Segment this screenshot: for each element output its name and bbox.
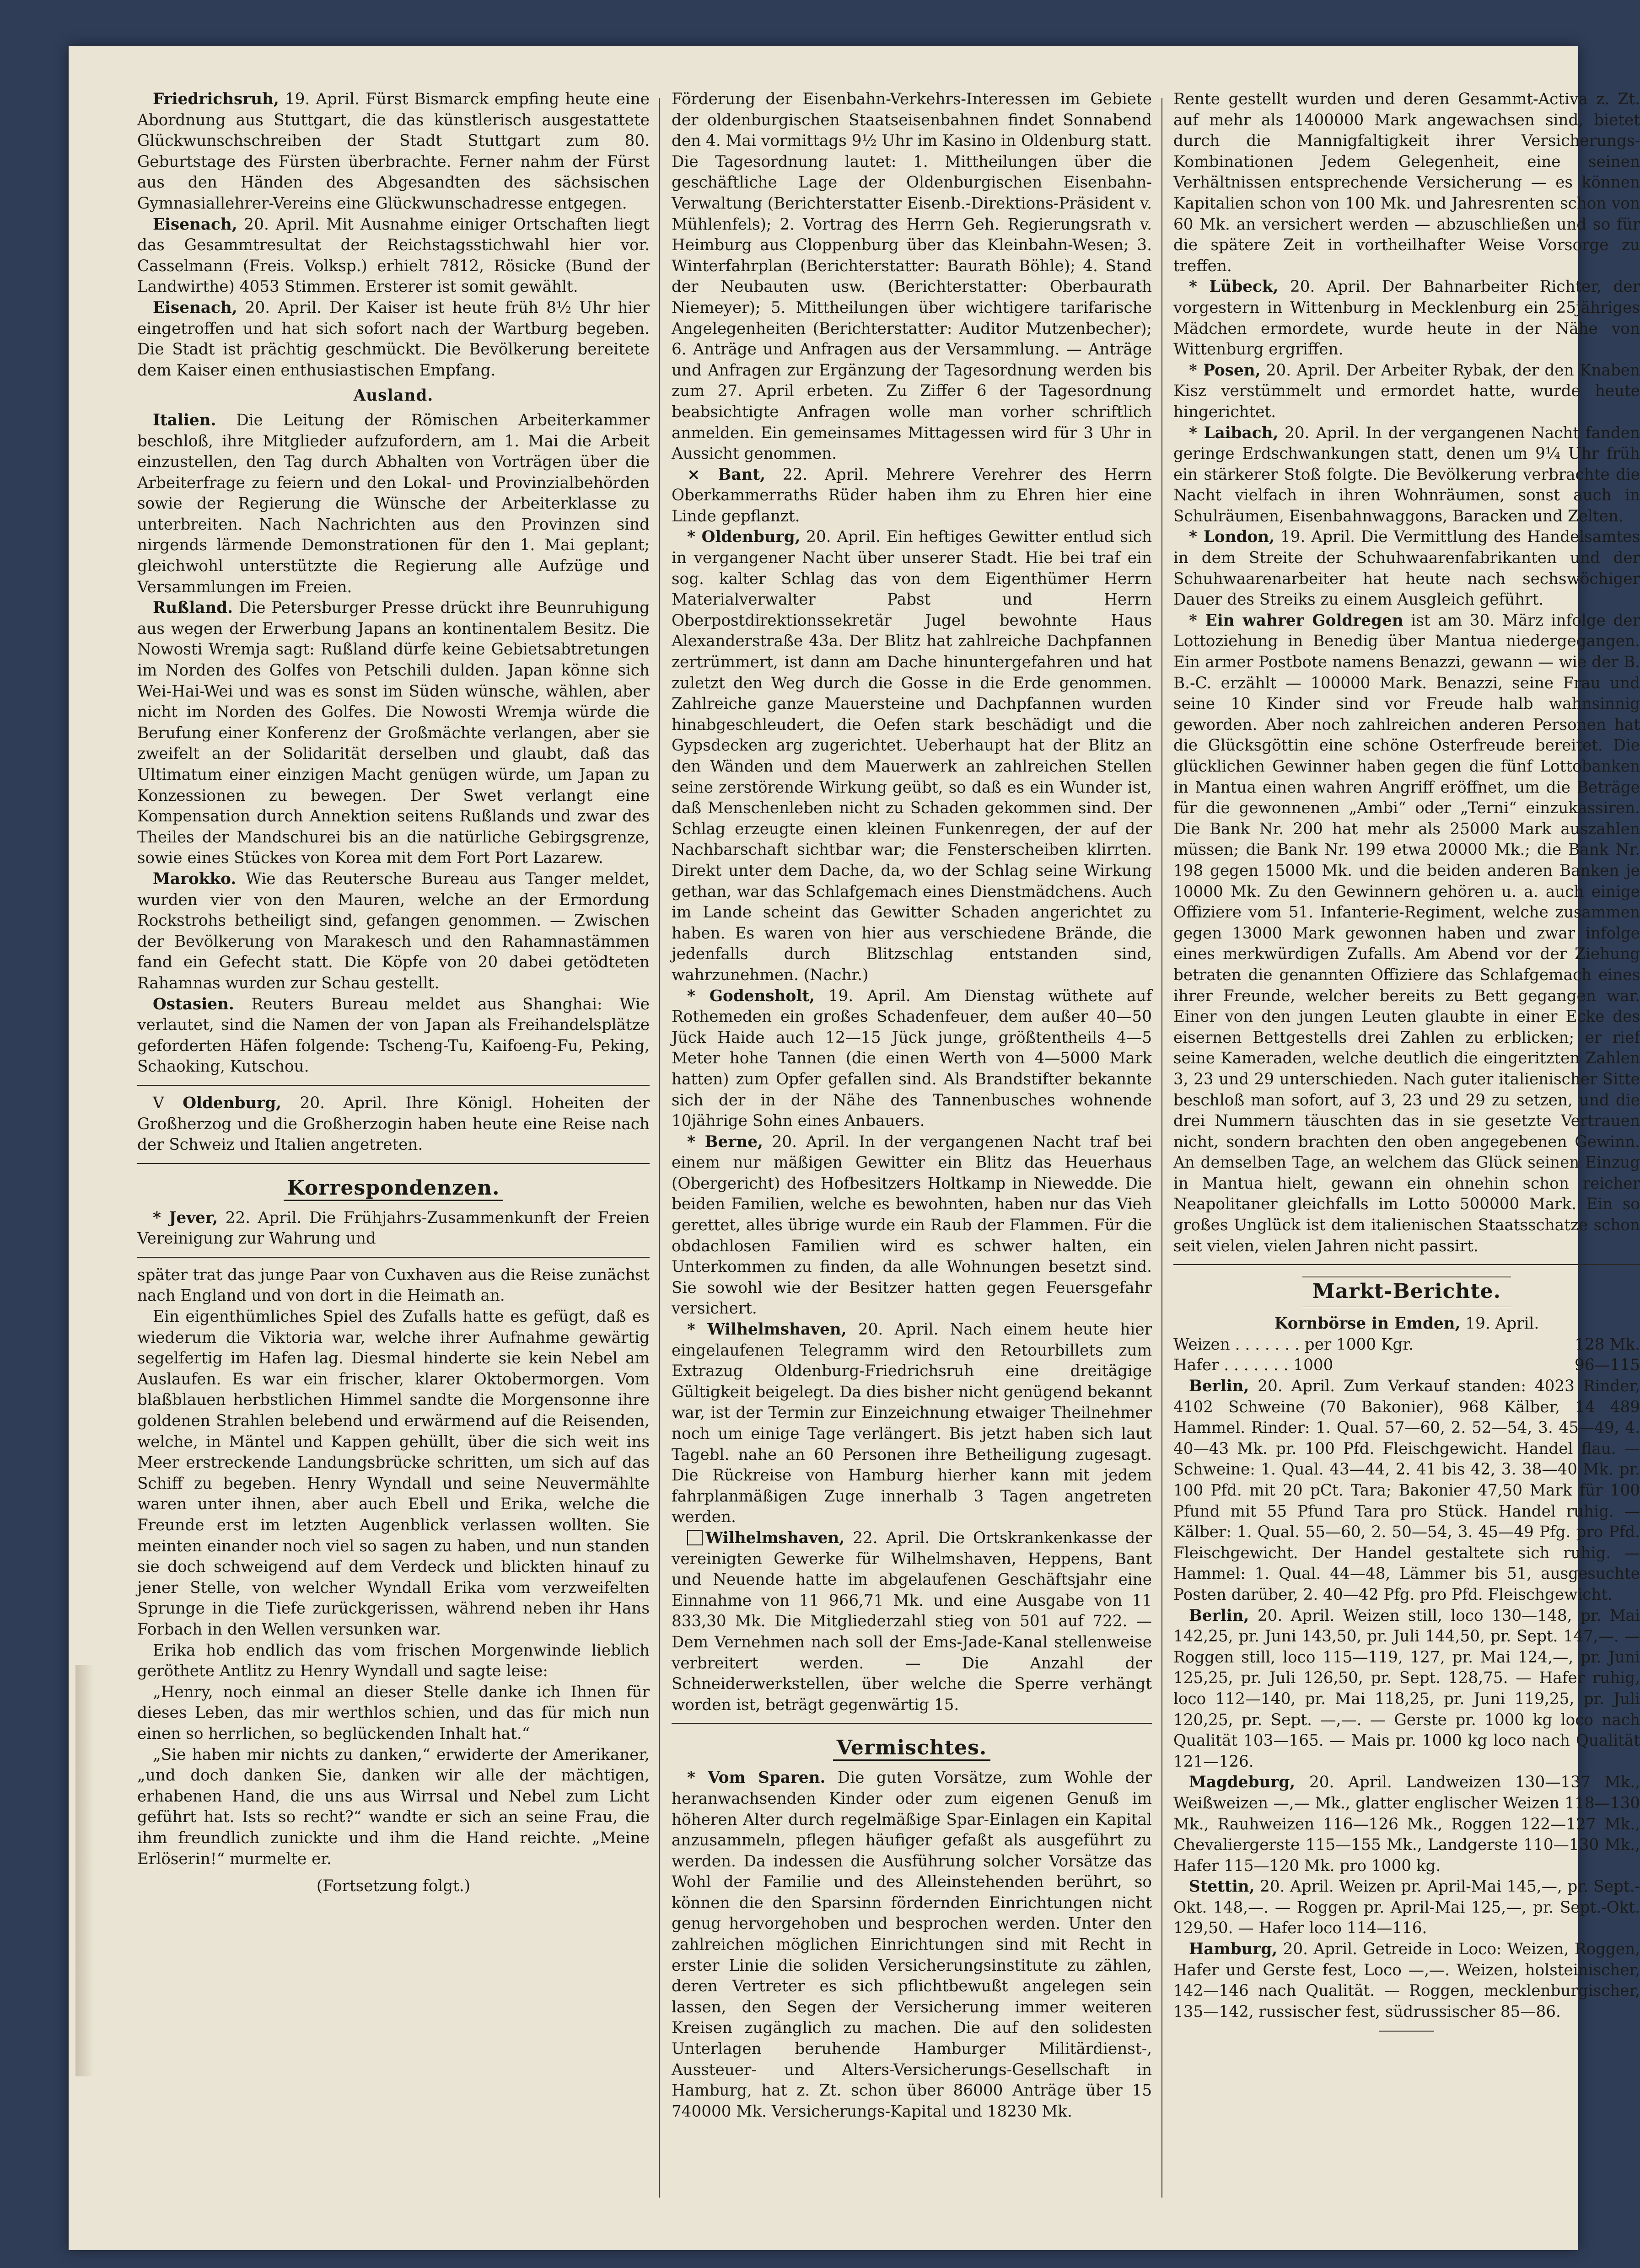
news-item xyxy=(137,994,650,1078)
news-text: 19. April. Die Vermittlung des Handelsamtes in dem Streite der Schuhwaarenfabrikanten und der Schuhwaarenarbeiter hat heute nach sechswöchiger Dauer des Streiks zu einem Ausgleich geführt. xyxy=(1173,528,1640,609)
news-text: 19. April. Fürst Bismarck empfing heute eine Abordnung aus Stuttgart, die das künstlerisch ausgestattete Glückwunschschreiben der Stadt Stuttgart zum 80. Geburtstage des Fürsten überbrachte. Ferner nahm der Fürst aus den Händen des Abgesandten des sächsischen Gymnasiallehrer-Vereins eine Glückwunschadresse entgegen. xyxy=(137,90,650,213)
dateline: * Posen, xyxy=(1189,361,1261,380)
section-heading-korrespondenzen xyxy=(137,1175,650,1201)
price-value: 96—115 xyxy=(1575,1356,1640,1375)
news-item xyxy=(672,1132,1152,1319)
news-item xyxy=(137,298,650,381)
market-text: 20. April. Landweizen 130—137 Mk., Weißweizen —,— Mk., glatter englischer Weizen 118—130 Mk., Rauhweizen 116—126 Mk., Roggen 122—127 Mk., Chevaliergerste 115—155 Mk., Landgerste 110—130 Mk., Hafer 115—120 Mk. pro 1000 kg. xyxy=(1173,1773,1640,1875)
news-item xyxy=(672,1768,1152,2122)
news-text: Förderung der Eisenbahn-Verkehrs-Interessen im Gebiete der oldenburgischen Staatseisenbahnen findet Sonnabend den 4. Mai vormittags 9½ Uhr im Kasino in Oldenburg statt. Die Tagesordnung lautet: 1. Mittheilungen über die geschäftliche Lage der Oldenburgischen Eisenbahn-Verwaltung (Berichterstatter Eisenb.-Direktions-Präsident v. Mühlenfels); 2. Vortrag des Herrn Geh. Regierungsrath v. Heimburg aus Cloppenburg über das Kleinbahn-Wesen; 3. Winterfahrplan (Berichterstatter: Baurath Böhle); 4. Stand der Neubauten usw. (Berichterstatter: Oberbaurath Niemeyer); 5. Mittheilungen über wichtigere tarifarische Angelegenheiten (Berichterstatter: Auditor Mutzenbecher); 6. Anträge und Anfragen aus der Versammlung. — Anträge und Anfragen zur Ergänzung der Tagesordnung werden bis zum 27. April erbeten. Zu Ziffer 6 der Tagesordnung beabsichtigte Anfragen wolle man vorher schriftlich anmelden. Ein gemeinsames Mittagessen wird für 3 Uhr in Aussicht genommen. xyxy=(672,90,1152,463)
novel-paragraph: Erika hob endlich das vom frischen Morgenwinde lieblich geröthete Antlitz zu Henry Wyndall und sagte leise: xyxy=(137,1641,650,1681)
section-heading-ausland: Ausland. xyxy=(353,386,434,405)
news-text: 20. April. Ihre Königl. Hoheiten der Großherzog und die Großherzogin haben heute eine Reise nach der Schweiz und Italien angetreten. xyxy=(137,1094,650,1154)
news-item xyxy=(137,598,650,869)
dateline: * Lübeck, xyxy=(1189,278,1279,296)
dateline: Hamburg, xyxy=(1189,1940,1278,1959)
heading-text: Vermischtes. xyxy=(833,1736,991,1761)
dateline: × Bant, xyxy=(687,465,766,484)
dateline: Eisenach, xyxy=(153,298,237,317)
news-text: ist am 30. März infolge der Lottoziehung in Benedig über Mantua niedergegangen. Ein armer Postbote namens Benazzi, gewann — wie der B. B.-C. erzählt — 100000 Mark. Benazzi, seine Frau und seine 10 Kinder sind vor Freude halb wahnsinnig geworden. Aber noch zahlreichen anderen Personen hat die Glücksgöttin eine schöne Osterfreude bereitet. Die glücklichen Gewinner haben gegen die fünf Lottobanken in Mantua einen wahren Angriff eröffnet, um die Beträge für die gewonnenen „Ambi“ oder „Terni“ einzukassiren. Die Bank Nr. 200 hat mehr als 25000 Mark auszahlen müssen; die Bank Nr. 199 etwa 20000 Mk.; die Bank Nr. 198 gegen 15000 Mk. und die beiden anderen Banken je 10000 Mk. Zu den Gewinnern gehören u. a. auch einige Offiziere vom 51. Infanterie-Regiment, welche zusammen gegen 13000 Mark gewonnen haben und zwar infolge eines merkwürdigen Zufalls. Am Abend vor der Ziehung betraten die genannten Offiziere das Schlafgemach eines ihrer Freunde, welcher bereits zu Bett gegangen war. Einer von den jungen Leuten glaubte in einer Ecke des eisernen Bettgestells drei Zahlen zu erblicken; er rief seine Kameraden, welche deutlich die eingeritzten Zahlen 3, 23 und 29 unterschieden. Nach guter italienischer Sitte beschloß man sofort, auf 3, 23 und 29 zu setzen, und die drei Nummern täuschten das in sie gesetzte Vertrauen nicht, sondern brachten den oben angegebenen Gewinn. An demselben Tage, an welchem das Glück seinen Einzug in Mantua hielt, gewann ein ohnehin schon reicher Neapolitaner gleichfalls im Lotto 500000 Mark. Ein so großes Unglück ist dem italienischen Staatsschatze schon seit vielen, vielen Jahren nicht passirt. xyxy=(1173,611,1640,1255)
news-text: Die Leitung der Römischen Arbeiterkammer beschloß, ihre Mitglieder aufzufordern, am 1. Mai die Arbeit einzustellen, den Tag durch Abhalten von Vorträgen über die Arbeiterfrage zu feiern und den Lokal- und Provinzialbehörden sowie der Regierung die Wünsche der Arbeiterklasse zu unterbreiten. Nach Nachrichten aus den Provinzen sind nirgends lärmende Demonstrationen für den 1. Mai geplant; gleichwohl unterstützte die Regierung alle Aufzüge und Versammlungen im Freien. xyxy=(137,411,650,596)
column-rule xyxy=(659,98,660,2198)
news-item xyxy=(137,410,650,598)
dateline: Stettin, xyxy=(1189,1877,1255,1896)
market-subheading xyxy=(1173,1314,1640,1335)
novel-paragraph: Ein eigenthümliches Spiel des Zufalls hatte es gefügt, daß es wiederum die Viktoria war, welche ihrer Aufnahme gewärtig segelfertig im Hafen lag. Diesmal hinderte sie kein Nebel am Auslaufen. Es war ein frischer, klarer Oktobermorgen. Vom blaßblauen herbstlichen Himmel sandte die Morgensonne ihre goldenen Strahlen belebend und erwärmend auf die Reisenden, welche, in Mäntel und Kappen gehüllt, über die sich weit ins Meer erstreckende Landungsbrücke schritten, um sich auf das Schiff zu begeben. Henry Wyndall und seine Neuvermählte waren unter ihnen, aber auch Ebell und Erika, welche die Freunde erst im letzten Augenblick verlassen wollten. Sie meinten einander noch viel so sagen zu haben, und nun standen sie doch schweigend auf dem Verdeck und blickten hinauf zu jener Stelle, von welcher Wyndall Erika vom verzweifelten Sprunge in die Tiefe zurückgerissen, während neben ihr Hans Forbach in den Wellen versunken war. xyxy=(137,1308,650,1639)
dateline: * Berne, xyxy=(687,1132,763,1151)
end-rule xyxy=(1379,2031,1434,2032)
section-heading-vermischtes xyxy=(672,1735,1152,1761)
news-item xyxy=(1173,611,1640,1257)
price-row xyxy=(1173,1335,1640,1356)
divider xyxy=(137,1085,650,1086)
news-item xyxy=(137,1208,650,1249)
news-item xyxy=(672,527,1152,986)
dateline: Oldenburg, xyxy=(183,1094,282,1112)
news-text: 20. April. Der Bahnarbeiter Richter, der vorgestern in Wittenburg in Mecklenburg ein 25jähriges Mädchen ermordete, wurde heute in der Nähe von Wittenburg ergriffen. xyxy=(1173,278,1640,359)
divider xyxy=(1173,1264,1640,1265)
news-item xyxy=(672,465,1152,527)
dateline: Marokko. xyxy=(153,869,237,888)
dateline: * Godensholt, xyxy=(687,987,815,1005)
feuilleton-divider xyxy=(137,1257,650,1258)
dateline: * Vom Sparen. xyxy=(687,1769,826,1787)
dateline: Italien. xyxy=(153,411,216,429)
column-rule xyxy=(1161,98,1162,2198)
news-text: Die Petersburger Presse drückt ihre Beunruhigung aus wegen der Erwerbung Japans an kontinentalem Besitz. Die Nowosti Wremja sagt: Rußland dürfe keine Gebietsabtretungen im Norden des Golfes von Petschili dulden. Japan könne sich Wei-Hai-Wei und was es sonst im Süden wünsche, wählen, aber nicht im Norden des Golfes. Die Nowosti Wremja würde die Berufung einer Konferenz der Großmächte verlangen, aber sie zweifelt an der Solidarität derselben und glaubt, daß das Ultimatum einer einzigen Macht genügen würde, um Japan zu Konzessionen zu bewegen. Der Swet verlangt eine Kompensation durch Annektion seitens Rußlands und zwar des Theiles der Mandschurei bis an die natürliche Gebirgsgrenze, sowie eines Stückes von Korea mit dem Fort Port Lazarew. xyxy=(137,599,650,868)
news-text: 22. April. Mehrere Verehrer des Herrn Oberkammerraths Rüder haben ihm zu Ehren hier eine Linde gepflanzt. xyxy=(672,465,1152,525)
news-text: 20. April. Mit Ausnahme einiger Ortschaften liegt das Gesammtresultat der Reichstagsstichwahl hier vor. Casselmann (Freis. Volksp.) erhielt 7812, Rösicke (Bund der Landwirthe) 4053 Stimmen. Ersterer ist somit gewählt. xyxy=(137,215,650,296)
news-item xyxy=(672,986,1152,1132)
dateline: Wilhelmshaven, xyxy=(705,1528,845,1547)
news-text: 20. April. Der Kaiser ist heute früh 8½ Uhr hier eingetroffen und hat sich sofort nach der Wartburg begeben. Die Stadt ist prächtig geschmückt. Die Bevölkerung bereitete dem Kaiser einen enthusiastischen Empfang. xyxy=(137,298,650,380)
divider xyxy=(137,1163,650,1164)
square-mark-icon xyxy=(687,1530,703,1545)
dateline: Berlin, xyxy=(1189,1377,1249,1396)
heading-text: Markt-Berichte. xyxy=(1302,1276,1511,1307)
dateline: * Wilhelmshaven, xyxy=(687,1320,847,1339)
market-report xyxy=(1173,1606,1640,1773)
news-text: 20. April. In der vergangenen Nacht traf bei einem nur mäßigen Gewitter ein Blitz das Heuerhaus (Obergericht) des Hofbesitzers Holtkamp in Niewedde. Die beiden Familien, welche es bewohnten, haben nur das Vieh gerettet, alles übrige wurde ein Raub der Flammen. Für die obdachlosen Familien wird es schwer halten, ein Unterkommen zu finden, da alle Wohnungen besetzt sind. Sie sowohl wie der Besitzer hatten gegen Feuersgefahr versichert. xyxy=(672,1132,1152,1318)
dateline: Eisenach, xyxy=(153,215,237,234)
novel-paragraph: „Sie haben mir nichts zu danken,“ erwiderte der Amerikaner, „und doch danken Sie, danken wir alle der mächtigen, erhabenen Hand, die uns aus Wirrsal und Nebel zum Licht geführt hat. Ists so recht?“ wandte er sich an seine Frau, die ihm freundlich zunickte und ihm die Hand reichte. „Meine Erlöserin!“ murmelte er. xyxy=(137,1745,650,1868)
dateline: * Ein wahrer Goldregen xyxy=(1189,611,1403,630)
news-text: Wie das Reutersche Bureau aus Tanger meldet, wurden vier von den Mauren, welche an der Ermordung Rockstrohs betheiligt sind, gefangen genommen. — Zwischen der Bevölkerung von Marakesch und den Rahamnastämmen fand ein Gefecht statt. Die Köpfe von 20 dabei getödteten Rahamnas wurden zur Schau gestellt. xyxy=(137,869,650,992)
dateline: * Laibach, xyxy=(1189,424,1279,442)
news-item xyxy=(1173,360,1640,423)
news-text: 19. April. Am Dienstag wüthete auf Rothemeden ein großes Schadenfeuer, dem außer 40—50 Jück Haide auch 12—15 Jück junge, größtentheils 4—5 Meter hohe Tannen (die einen Werth von 4—5000 Mark hatten) zum Opfer gefallen sind. Als Brandstifter bekannte sich der in der Nähe des Tannenbusches wohnende 10jährige Sohn eines Anbauers. xyxy=(672,987,1152,1131)
news-text: Die guten Vorsätze, zum Wohle der heranwachsenden Kinder oder zum eigenen Genuß im höheren Alter durch regelmäßige Spar-Einlagen ein Kapital anzusammeln, pflegen häufiger gefaßt als ausgeführt zu werden. Da indessen die Ausführung solcher Vorsätze das Wohl der Familie und des Alleinstehenden berührt, so können die den Sparsinn fördernden Einrichtungen nicht genug hervorgehoben und besprochen werden. Unter den zahlreichen möglichen Einrichtungen sind mit Recht in erster Linie die soliden Versicherungsinstitute zu zählen, deren Vertreter es sich pflichtbewußt angelegen sein lassen, den Segen der Versicherung immer weiteren Kreisen zugänglich zu machen. Die auf den solidesten Unterlagen beruhende Hamburger Militärdienst-, Aussteuer- und Alters-Versicherungs-Gesellschaft in Hamburg, hat z. Zt. schon über 86000 Anträge über 15 740000 Mk. Versicherungs-Kapital und 18230 Mk. xyxy=(672,1769,1152,2121)
heading-text: Korrespondenzen. xyxy=(284,1176,504,1201)
news-text: Rente gestellt wurden und deren Gesammt-Activa z. Zt. auf mehr als 1400000 Mark angewachsen sind, bietet durch die Mannigfaltigkeit ihrer Versicherungs-Kombinationen Jedem Gelegenheit, eine seinen Verhältnissen entsprechende Versicherung — es können Kapitalien schon von 100 Mk. und Jahresrenten schon von 60 Mk. an versichert werden — abzuschließen und so für die spätere Zeit in vortheilhafter Weise Vorsorge zu treffen. xyxy=(1173,90,1640,275)
column-2 xyxy=(672,89,1152,2202)
dateline: * Oldenburg, xyxy=(687,528,801,547)
market-date: 19. April. xyxy=(1465,1314,1539,1333)
dateline: * Jever, xyxy=(153,1208,218,1227)
dateline: Friedrichsruh, xyxy=(153,90,279,108)
news-text: 22. April. Die Ortskrankenkasse der vereinigten Gewerke für Wilhelmshaven, Heppens, Bant und Neuende hatte im abgelaufenen Geschäftsjahr eine Einnahme von 11 966,71 Mk. und eine Ausgabe von 11 833,30 Mk. Die Mitgliederzahl stieg von 501 auf 722. — Dem Vernehmen nach soll der Ems-Jade-Kanal stellenweise verbreitert werden. — Die Anzahl der Schneiderwerkstellen, über welche die Sperre verhängt worden ist, beträgt gegenwärtig 15. xyxy=(672,1528,1152,1714)
news-text: Reuters Bureau meldet aus Shanghai: Wie verlautet, sind die Namen der von Japan als Freihandelsplätze geforderten Häfen folgende: Tscheng-Tu, Kaifoeng-Fu, Peking, Schaoking, Kutschou. xyxy=(137,995,650,1076)
column-1 xyxy=(137,89,650,2202)
dateline: Rußland. xyxy=(153,599,233,617)
market-text: 20. April. Zum Verkauf standen: 4023 Rinder, 4102 Schweine (70 Bakonier), 968 Kälber, 14 489 Hammel. Rinder: 1. Qual. 57—60, 2. 52—54, 3. 45—49, 4. 40—43 Mk. pr. 100 Pfd. Fleischgewicht. Handel flau. — Schweine: 1. Qual. 43—44, 2. 41 bis 42, 3. 38—40 Mk. pr. 100 Pfd. mit 20 pCt. Tara; Bakonier 47,50 Mark für 100 Pfund mit 55 Pfund Tara pro Stück. Handel ruhig. — Kälber: 1. Qual. 55—60, 2. 50—54, 3. 45—49 Pfg. pro Pfd. Fleischgewicht. Der Handel gestaltete sich ruhig. — Hammel: 1. Qual. 44—48, Lämmer bis 51, ausgesuchte Posten darüber, 2. 40—42 Pfg. pro Pfd. Fleischgewicht. xyxy=(1173,1377,1640,1604)
market-text: 20. April. Weizen still, loco 130—148, pr. Mai 142,25, pr. Juni 143,50, pr. Juli 144,50, pr. Sept. 147,—. — Roggen still, loco 115—119, 127, pr. Mai 124,—, pr. Juni 125,25, pr. Juli 126,50, pr. Sept. 128,75. — Hafer ruhig, loco 112—140, pr. Mai 118,25, pr. Juni 119,25, pr. Juli 120,25, pr. Sept. —,—. — Gerste pr. 1000 kg loco nach Qualität 103—165. — Mais pr. 1000 kg loco nach Qualität 121—126. xyxy=(1173,1606,1640,1771)
news-text: 20. April. Nach einem heute hier eingelaufenen Telegramm wird den Retourbillets zum Extrazug Oldenburg-Friedrichsruh eine dreitägige Gültigkeit beigelegt. Da dies bisher nicht genügend bekannt war, ist der Termin zur Einzeichnung etwaiger Theilnehmer noch um einige Tage verlängert. Bis jetzt haben sich laut Tagebl. nahe an 60 Personen ihre Betheiligung zugesagt. Die Rückreise von Hamburg hierher kann mit jedem fahrplanmäßigen Zuge innerhalb 3 Tagen angetreten werden. xyxy=(672,1320,1152,1527)
continued-note: (Fortsetzung folgt.) xyxy=(316,1877,471,1896)
newspaper-page xyxy=(69,46,1640,2250)
news-item xyxy=(137,1093,650,1156)
news-item xyxy=(672,1528,1152,1716)
news-text: 22. April. Die Frühjahrs-Zusammenkunft der Freien Vereinigung zur Wahrung und xyxy=(137,1208,650,1248)
news-item xyxy=(137,214,650,298)
news-item xyxy=(137,869,650,994)
dateline: Ostasien. xyxy=(153,995,234,1013)
price-label: Weizen . . . . . . . per 1000 Kgr. xyxy=(1173,1335,1414,1354)
novel-paragraph: später trat das junge Paar von Cuxhaven aus die Reise zunächst nach England und von dort in die Heimath an. xyxy=(137,1265,650,1305)
novel-paragraph: „Henry, noch einmal an dieser Stelle danke ich Ihnen für dieses Leben, das mir werthlos schien, und das für mich nun einen so herrlichen, so beglückenden Inhalt hat.“ xyxy=(137,1683,650,1743)
news-item xyxy=(1173,527,1640,610)
price-label: Hafer . . . . . . . 1000 xyxy=(1173,1356,1334,1375)
section-heading-markt-berichte xyxy=(1173,1276,1640,1307)
market-title: Kornbörse in Emden, xyxy=(1274,1314,1461,1333)
paper-stain xyxy=(75,1665,94,2076)
dateline: * London, xyxy=(1189,528,1275,547)
market-report xyxy=(1173,1376,1640,1606)
divider xyxy=(672,1723,1152,1724)
news-item xyxy=(1173,423,1640,527)
news-text: 20. April. Ein heftiges Gewitter entlud sich in vergangener Nacht über unserer Stadt. Hie bei traf ein sog. kalter Schlag das von dem Eigenthümer Herrn Materialverwalter Pabst und Herrn Oberpostdirektionssekretär Jugel bewohnte Haus Alexanderstraße 43a. Der Blitz hat zahlreiche Dachpfannen zertrümmert, ist dann am Dache hinuntergefahren und hat zuletzt den Weg durch die Gosse in die Erde genommen. Zahlreiche ganze Mauersteine und Dachpfannen wurden hinabgeschleudert, die Oefen stark beschädigt und die Gypsdecken arg zugerichtet. Ueberhaupt hat der Blitz an den Wänden und dem Mauerwerk an zahlreichen Stellen seine zerstörende Wirkung geübt, so daß es ein Wunder ist, daß Menschenleben nicht zu Schaden gekommen sind. Der Schlag erzeugte einen kleinen Funkenregen, der auf der Nachbarschaft sichtbar war; die Fensterscheiben klirrten. Direkt unter dem Dache, da, wo der Schlag seine Wirkung gethan, war das Schlafgemach eines Dienstmädchens. Auch im Lande scheint das Gewitter Schaden angerichtet zu haben. Es waren von hier aus verschiedene Brände, die jedenfalls durch Blitzschlag entstanden sind, wahrzunehmen. (Nachr.) xyxy=(672,528,1152,984)
dateline: Berlin, xyxy=(1189,1606,1249,1625)
dispatch-mark: V xyxy=(153,1094,164,1112)
price-value: 128 Mk. xyxy=(1575,1335,1640,1354)
market-report xyxy=(1173,1877,1640,1939)
market-text: 20. April. Getreide in Loco: Weizen, Roggen, Hafer und Gerste fest, Loco —,—. Weizen, holsteinischer, 142—146 nach Qualität. — Roggen, mecklenburgischer, 135—142, russischer fest, südrussischer 85—86. xyxy=(1173,1940,1640,2021)
news-text: 20. April. In der vergangenen Nacht fanden geringe Erdschwankungen statt, denen um 9¼ Uhr früh ein stärkerer Stoß folgte. Die Bevölkerung verbrachte die Nacht vielfach in ihren Wohnräumen, sonst auch in Schulräumen, Eisenbahnwaggons, Baracken und Zelten. xyxy=(1173,424,1640,525)
price-row xyxy=(1173,1355,1640,1376)
column-3 xyxy=(1173,89,1640,2202)
news-item xyxy=(137,89,650,214)
market-report xyxy=(1173,1772,1640,1877)
market-report xyxy=(1173,1939,1640,2022)
dateline: Magdeburg, xyxy=(1189,1773,1296,1792)
market-text: 20. April. Weizen pr. April-Mai 145,—, pr. Sept.-Okt. 148,—. — Roggen pr. April-Mai 125,—, pr. Sept.-Okt. 129,50. — Hafer loco 114—116. xyxy=(1173,1877,1640,1938)
news-text: 20. April. Der Arbeiter Rybak, der den Knaben Kisz verstümmelt und ermordet hatte, wurde heute hingerichtet. xyxy=(1173,361,1640,421)
news-item xyxy=(672,1319,1152,1528)
news-item xyxy=(1173,277,1640,360)
